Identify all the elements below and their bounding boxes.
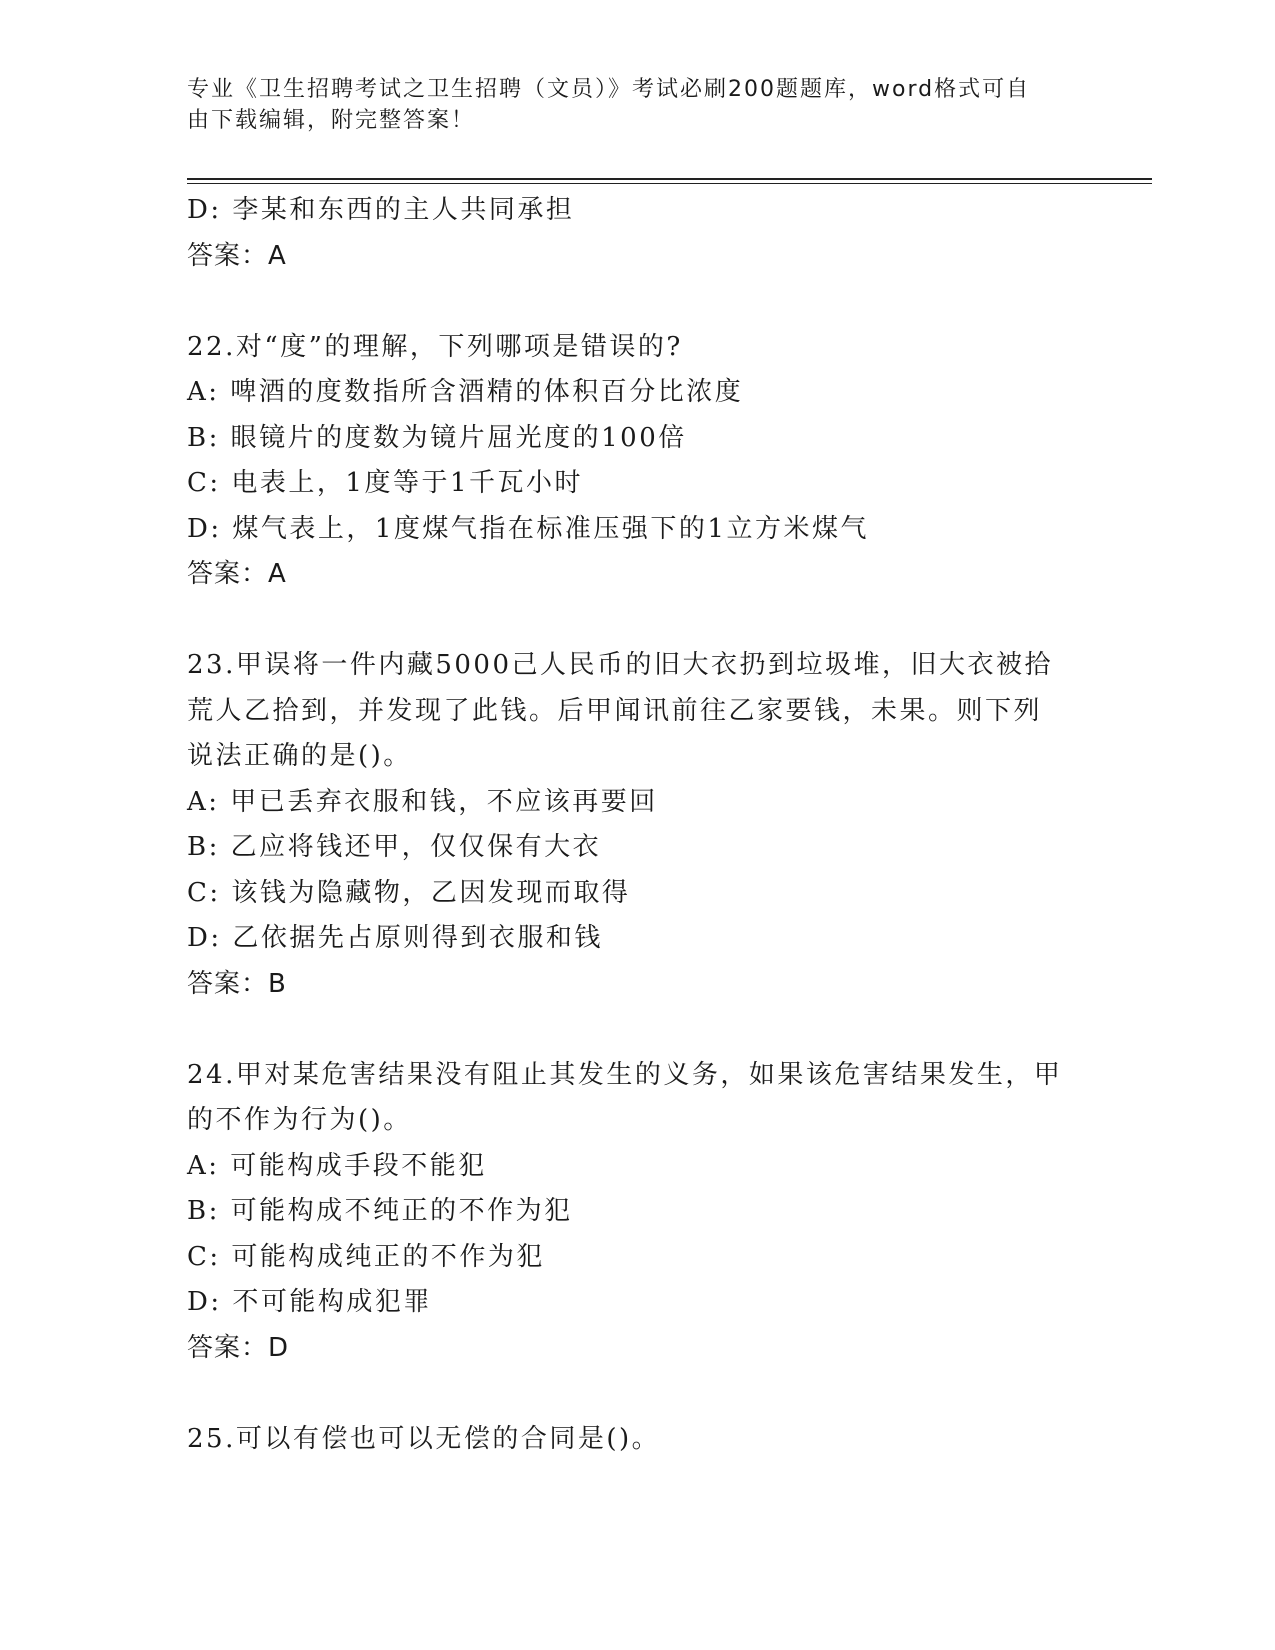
option-d: D: 李某和东西的主人共同承担 [187, 195, 575, 225]
option-a: A: 可能构成手段不能犯 [187, 1150, 487, 1181]
answer: 答案：A [187, 559, 287, 589]
question-stem-line-3: 说法正确的是()。 [187, 741, 412, 771]
answer: 答案：B [187, 968, 287, 999]
spacer [187, 279, 1067, 325]
header-line-2: 由下载编辑，附完整答案！ [187, 108, 476, 133]
answer: 答案：D [187, 1332, 290, 1363]
header-line-1: 专业《卫生招聘考试之卫生招聘（文员）》考试必刷200题题库，word格式可自 [187, 77, 1031, 102]
document-header [187, 74, 1067, 136]
option-d: D: 煤气表上，1度煤气指在标准压强下的1立方米煤气 [187, 513, 869, 544]
option-b: B: 眼镜片的度数为镜片屈光度的100倍 [187, 422, 687, 453]
question-stem: 25.可以有偿也可以无偿的合同是()。 [187, 1423, 661, 1454]
question-23 [187, 643, 1067, 1007]
option-d: D: 乙依据先占原则得到衣服和钱 [187, 923, 603, 953]
question-25 [187, 1417, 1067, 1463]
option-c: C: 电表上，1度等于1千瓦小时 [187, 468, 584, 498]
spacer [187, 1007, 1067, 1053]
question-stem-line-2: 荒人乙拾到，并发现了此钱。后甲闻讯前往乙家要钱，未果。则下列 [187, 695, 1043, 726]
question-list [187, 188, 1067, 1462]
question-stem-line-1: 23.甲误将一件内藏5000己人民币的旧大衣扔到垃圾堆，旧大衣被拾 [187, 650, 1054, 680]
option-c: C: 可能构成纯正的不作为犯 [187, 1241, 545, 1272]
option-d: D: 不可能构成犯罪 [187, 1287, 432, 1317]
option-c: C: 该钱为隐藏物，乙因发现而取得 [187, 877, 631, 908]
question-22 [187, 325, 1067, 598]
question-24 [187, 1053, 1067, 1372]
question-stem-line-1: 24.甲对某危害结果没有阻止其发生的义务，如果该危害结果发生，甲 [187, 1059, 1063, 1090]
question-stem: 22.对“度”的理解，下列哪项是错误的? [187, 331, 683, 362]
header-divider-thin [187, 183, 1152, 184]
question-stem-line-2: 的不作为行为()。 [187, 1105, 412, 1135]
option-a: A: 啤酒的度数指所含酒精的体积百分比浓度 [187, 377, 744, 407]
spacer [187, 1371, 1067, 1417]
option-b: B: 可能构成不纯正的不作为犯 [187, 1196, 573, 1226]
option-a: A: 甲已丢弃衣服和钱，不应该再要回 [187, 786, 658, 817]
question-21 [187, 188, 1067, 279]
option-b: B: 乙应将钱还甲，仅仅保有大衣 [187, 832, 602, 862]
header-divider-thick [187, 178, 1152, 180]
spacer [187, 598, 1067, 644]
answer: 答案：A [187, 240, 287, 271]
